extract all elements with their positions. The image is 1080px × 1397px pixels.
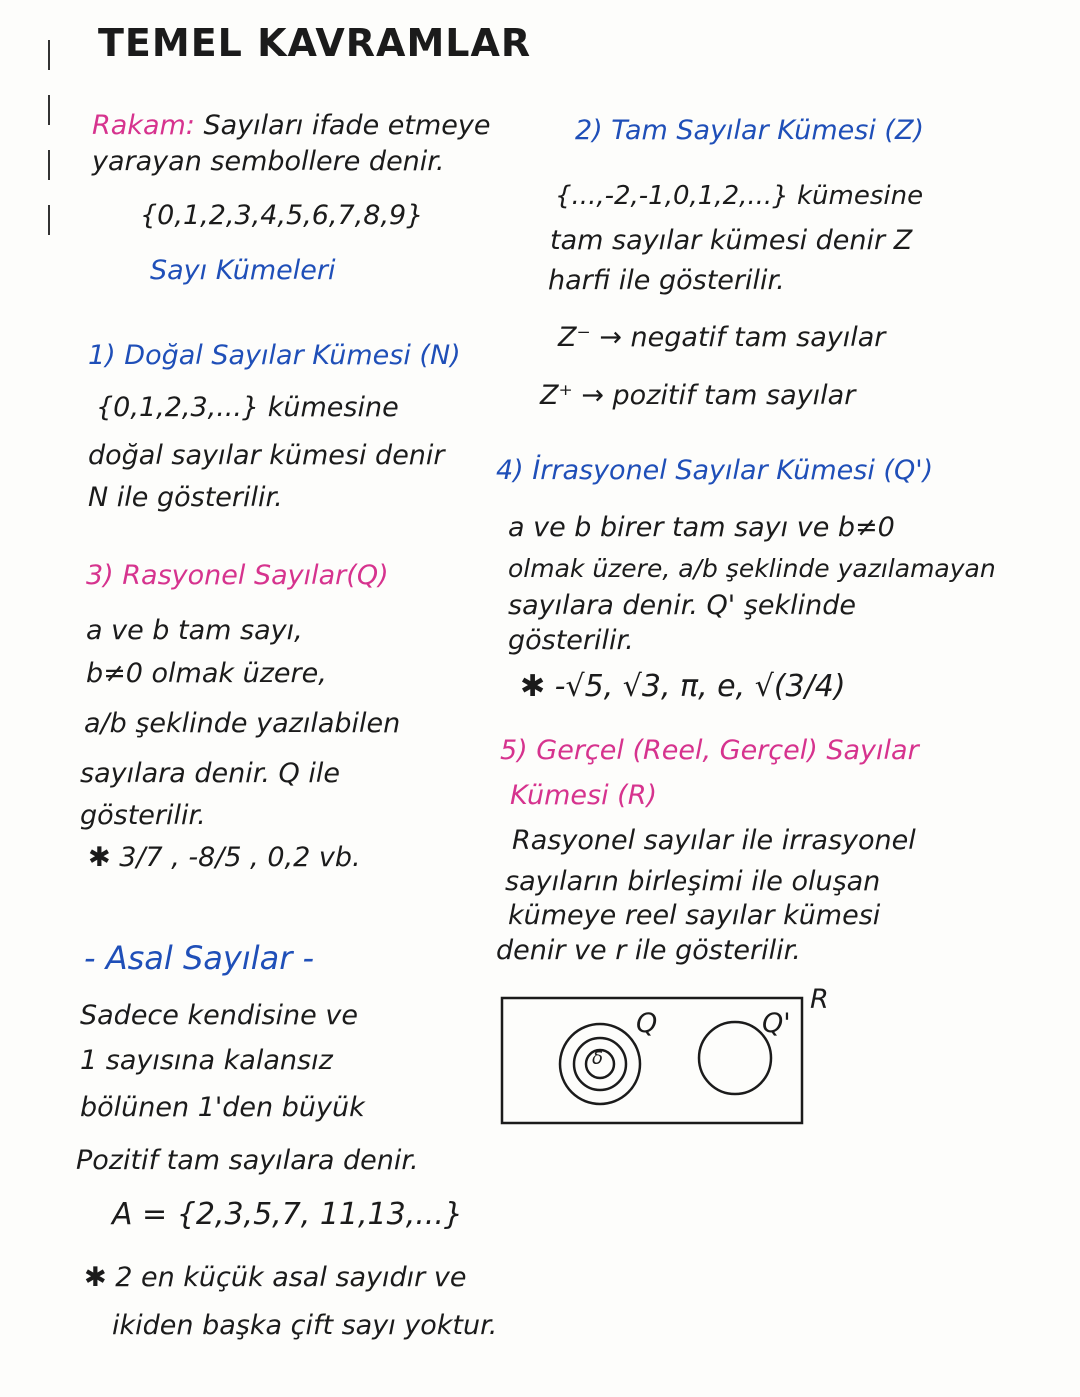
margin-mark: [48, 95, 50, 125]
rasyonel-line-4: sayılara denir. Q ile: [80, 758, 340, 789]
venn-label-n: δ: [592, 1048, 604, 1069]
gercel-heading-2: Kümesi (R): [510, 780, 657, 811]
irrasyonel-heading: 4) İrrasyonel Sayılar Kümesi (Q'): [496, 455, 934, 486]
rakam-set: {0,1,2,3,4,5,6,7,8,9}: [140, 200, 424, 231]
rasyonel-line-1: a ve b tam sayı,: [86, 615, 303, 646]
tam-line-3: harfi ile gösterilir.: [548, 265, 785, 296]
gercel-line-4: denir ve r ile gösterilir.: [496, 935, 801, 966]
margin-mark: [48, 205, 50, 235]
rakam-definition-line-1: [92, 110, 490, 141]
asal-line-2: 1 sayısına kalansız: [80, 1045, 333, 1076]
irrasyonel-line-4: gösterilir.: [508, 625, 634, 656]
asal-line-1: Sadece kendisine ve: [80, 1000, 358, 1031]
dogal-line-3: N ile gösterilir.: [88, 482, 283, 513]
gercel-line-1: Rasyonel sayılar ile irrasyonel: [512, 825, 916, 856]
irrasyonel-circle: [699, 1022, 771, 1094]
asal-note-2: ikiden başka çift sayı yoktur.: [112, 1310, 498, 1341]
asal-set: A = {2,3,5,7, 11,13,...}: [112, 1197, 463, 1232]
dogal-line-2: doğal sayılar kümesi denir: [88, 440, 445, 471]
venn-label-q-prime: Q': [762, 1008, 791, 1039]
gercel-line-3: kümeye reel sayılar kümesi: [508, 900, 881, 931]
tam-negatif: Z⁻ → negatif tam sayılar: [558, 322, 886, 353]
dogal-heading: 1) Doğal Sayılar Kümesi (N): [88, 340, 461, 371]
margin-mark: [48, 150, 50, 180]
asal-line-3: bölünen 1'den büyük: [80, 1092, 365, 1123]
rasyonel-line-2: b≠0 olmak üzere,: [86, 658, 327, 689]
tam-line-2: tam sayılar kümesi denir Z: [550, 225, 913, 256]
rasyonel-example: ✱ 3/7 , -8/5 , 0,2 vb.: [88, 842, 361, 873]
rasyonel-line-3: a/b şeklinde yazılabilen: [84, 708, 401, 739]
dogal-line-1: {0,1,2,3,...} kümesine: [96, 392, 399, 423]
margin-mark: [48, 40, 50, 70]
irrasyonel-line-1: a ve b birer tam sayı ve b≠0: [508, 512, 895, 543]
rakam-def-1: Sayıları ifade etmeye: [203, 110, 491, 141]
irrasyonel-line-3: sayılara denir. Q' şeklinde: [508, 590, 856, 621]
asal-note-1: ✱ 2 en küçük asal sayıdır ve: [84, 1262, 467, 1293]
gercel-heading-1: 5) Gerçel (Reel, Gerçel) Sayılar: [500, 735, 919, 766]
gercel-line-2: sayıların birleşimi ile oluşan: [505, 866, 881, 897]
irrasyonel-line-2: olmak üzere, a/b şeklinde yazılamayan: [508, 554, 996, 583]
rakam-definition-line-2: yarayan sembollere denir.: [92, 146, 445, 177]
sayi-kumeleri-heading: Sayı Kümeleri: [150, 255, 336, 286]
rakam-term: Rakam:: [92, 110, 195, 141]
tam-pozitif: Z⁺ → pozitif tam sayılar: [540, 380, 856, 411]
venn-diagram: [500, 984, 829, 1126]
asal-heading: - Asal Sayılar -: [84, 939, 315, 977]
tam-line-1: {...,-2,-1,0,1,2,...} kümesine: [555, 181, 924, 211]
rasyonel-heading: 3) Rasyonel Sayılar(Q): [86, 560, 389, 591]
tam-heading: 2) Tam Sayılar Kümesi (Z): [575, 115, 924, 146]
rasyonel-line-5: gösterilir.: [80, 800, 206, 831]
asal-line-4: Pozitif tam sayılara denir.: [76, 1145, 419, 1176]
page-title: TEMEL KAVRAMLAR: [98, 21, 532, 65]
venn-label-r: R: [810, 984, 829, 1015]
irrasyonel-example: ✱ -√5, √3, π, e, √(3/4): [520, 669, 846, 704]
venn-label-q: Q: [636, 1008, 658, 1039]
